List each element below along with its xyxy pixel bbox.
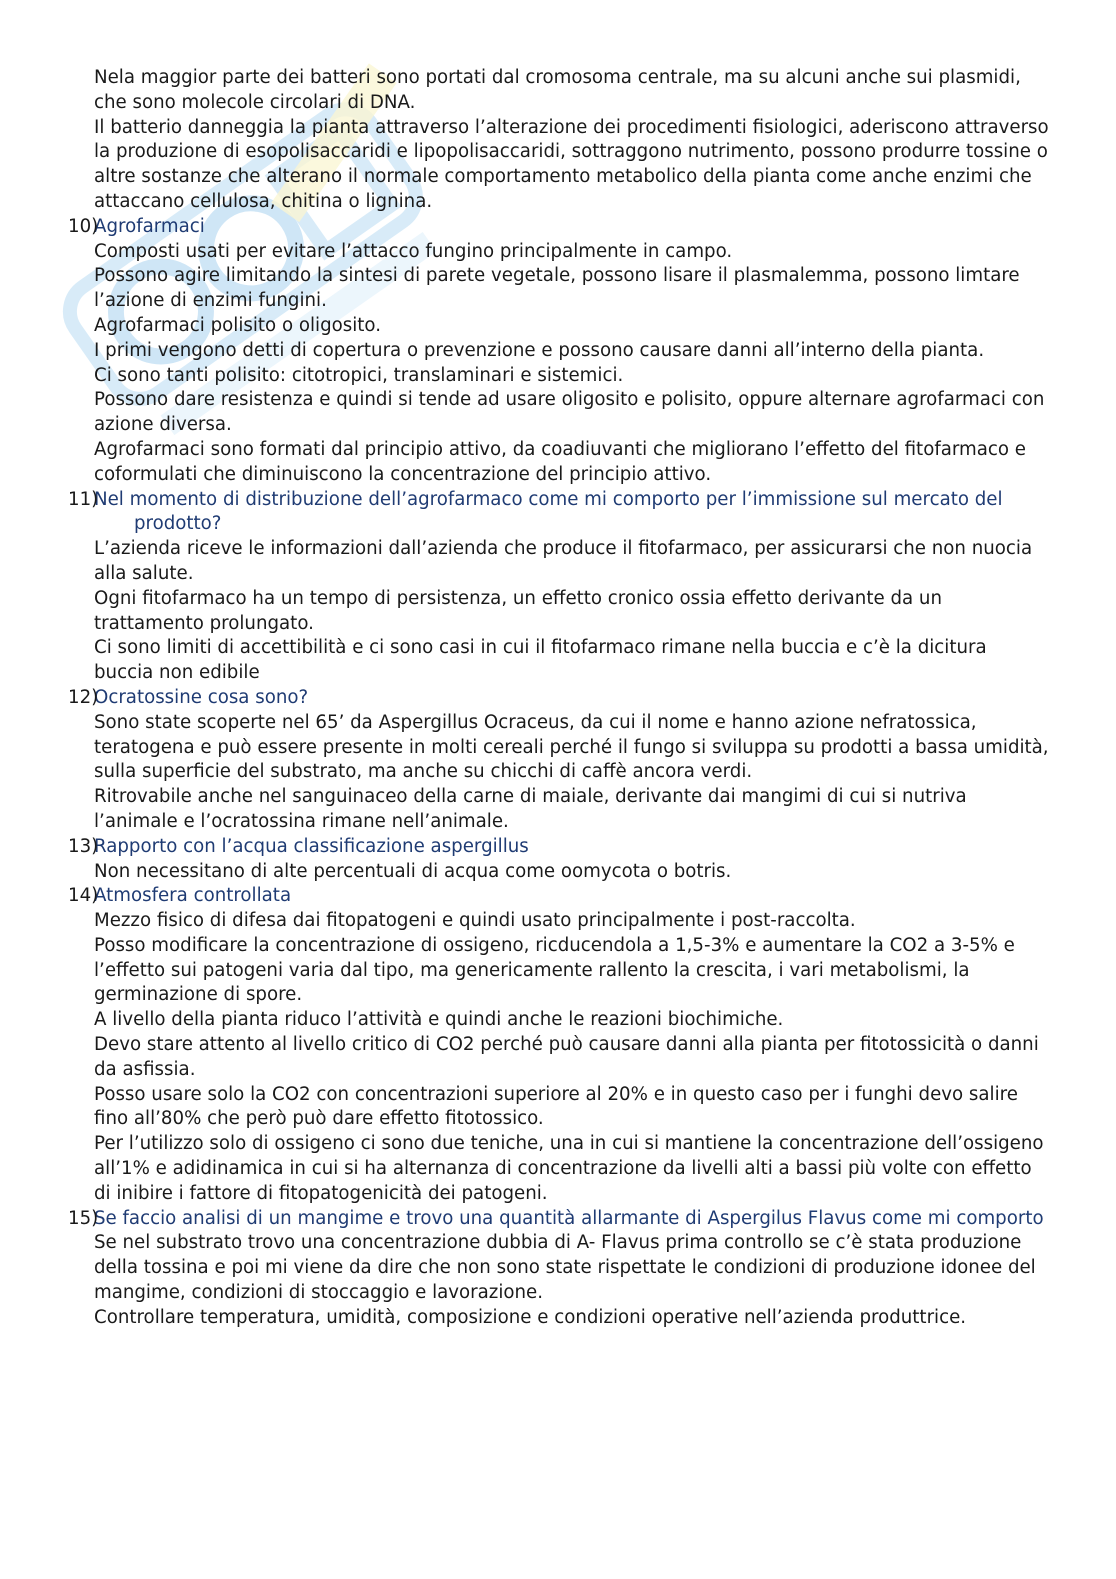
- question-heading: [0, 884, 1116, 909]
- question-title: Rapporto con l’acqua classificazione aspergillus: [94, 835, 529, 857]
- question-block: [0, 215, 1116, 488]
- answer-paragraph: Ritrovabile anche nel sanguinaceo della carne di maiale, derivante dai mangimi di cui si nutriva l’animale e l’ocratossina rimane nell’animale.: [94, 786, 967, 832]
- answer-paragraph: Posso modificare la concentrazione di ossigeno, ricducendola a 1,5-3% e aumentare la CO2 a 3-5% e l’effetto sui patogeni varia dal tipo, ma genericamente rallento la crescita, i vari metabolismi, la germinazione di spore.: [94, 934, 1015, 1006]
- answer-paragraph: Agrofarmaci polisito o oligosito.: [94, 314, 382, 336]
- answer-paragraph: Per l’utilizzo solo di ossigeno ci sono due teniche, una in cui si mantiene la concentrazione dell’ossigeno all’1% e adidinamica in cui si ha alternanza di concentrazione da livelli alti a bassi più volte con effetto di inibire i fattore di fitopatogenicità dei patogeni.: [94, 1133, 1044, 1204]
- question-block: [0, 686, 1116, 835]
- question-number: 10): [68, 215, 99, 237]
- question-title: Ocratossine cosa sono?: [94, 686, 309, 708]
- answer-paragraph: Mezzo fisico di difesa dai fitopatogeni e quindi usato principalmente i post-raccolta.: [94, 910, 856, 932]
- answer-paragraph: Possono agire limitando la sintesi di parete vegetale, possono lisare il plasmalemma, possono limtare l’azione di enzimi fungini.: [94, 265, 1020, 312]
- question-title: Se faccio analisi di un mangime e trovo una quantità allarmante di Aspergilus Flavus come mi comporto: [94, 1207, 1044, 1229]
- answer-paragraph: Posso usare solo la CO2 con concentrazioni superiore al 20% e in questo caso per i funghi devo salire fino all’80% che però può dare effetto fitotossico.: [94, 1083, 1018, 1130]
- question-number: 11): [68, 488, 99, 510]
- question-number: 15): [68, 1207, 99, 1229]
- intro-paragraph: Nela maggior parte dei batteri sono portati dal cromosoma centrale, ma su alcuni anche sui plasmidi, che sono molecole circolari di DNA.: [94, 67, 1021, 113]
- answer-paragraph: Controllare temperatura, umidità, composizione e condizioni operative nell’azienda produttrice.: [94, 1306, 967, 1328]
- answer-paragraph: Composti usati per evitare l’attacco fungino principalmente in campo.: [94, 240, 733, 262]
- question-heading: [0, 488, 1116, 538]
- answer-paragraph: Ogni fitofarmaco ha un tempo di persistenza, un effetto cronico ossia effetto derivante da un trattamento prolungato.: [94, 587, 942, 634]
- answer-paragraph: I primi vengono detti di copertura o prevenzione e possono causare danni all’interno della pianta.: [94, 339, 985, 361]
- answer-paragraph: Ci sono tanti polisito: citotropici, translaminari e sistemici.: [94, 364, 624, 386]
- question-heading: [0, 1207, 1116, 1232]
- intro-paragraph: Il batterio danneggia la pianta attraverso l’alterazione dei procedimenti fisiologici, aderiscono attraverso la produzione di esopolisaccaridi e lipopolisaccaridi, sottraggono nutrimento, possono produrre tossine o altre sostanze che alterano il normale comportamento metabolico della pianta come anche enzimi che attaccano cellulosa, chitina o lignina.: [94, 116, 1049, 212]
- question-heading: [0, 686, 1116, 711]
- question-block: [0, 488, 1116, 686]
- question-block: [0, 884, 1116, 1206]
- question-heading: [0, 215, 1116, 240]
- answer-paragraph: A livello della pianta riduco l’attività e quindi anche le reazioni biochimiche.: [94, 1009, 784, 1031]
- question-number: 13): [68, 835, 99, 857]
- answer-paragraph: Ci sono limiti di accettibilità e ci sono casi in cui il fitofarmaco rimane nella buccia e c’è la dicitura buccia non edibile: [94, 637, 987, 684]
- answer-paragraph: Non necessitano di alte percentuali di acqua come oomycota o botris.: [94, 860, 732, 882]
- answer-paragraph: Agrofarmaci sono formati dal principio attivo, da coadiuvanti che migliorano l’effetto del fitofarmaco e coformulati che diminuiscono la concentrazione del principio attivo.: [94, 438, 1026, 485]
- answer-paragraph: Sono state scoperte nel 65’ da Aspergillus Ocraceus, da cui il nome e hanno azione nefratossica, teratogena e può essere presente in molti cereali perché il fungo si sviluppa su prodotti a bassa umidità, sulla superficie del substrato, ma anche su chicchi di caffè ancora verdi.: [94, 711, 1049, 783]
- question-heading: [0, 835, 1116, 860]
- question-title: Atmosfera controllata: [94, 885, 292, 907]
- answer-paragraph: Devo stare attento al livello critico di CO2 perché può causare danni alla pianta per fitotossicità o danni da asfissia.: [94, 1034, 1039, 1080]
- question-block: [0, 835, 1116, 885]
- question-number: 14): [68, 885, 99, 907]
- intro-section: [0, 66, 1116, 215]
- question-block: [0, 1207, 1116, 1331]
- document-page: [0, 66, 1116, 1331]
- question-number: 12): [68, 686, 99, 708]
- answer-paragraph: L’azienda riceve le informazioni dall’azienda che produce il fitofarmaco, per assicurarsi che non nuocia alla salute.: [94, 538, 1033, 584]
- question-title: Nel momento di distribuzione dell’agrofarmaco come mi comporto per l’immissione sul mercato del prodotto?: [94, 488, 1003, 535]
- question-title: Agrofarmaci: [94, 215, 205, 237]
- question-list: [0, 215, 1116, 1331]
- answer-paragraph: Se nel substrato trovo una concentrazione dubbia di A- Flavus prima controllo se c’è stata produzione della tossina e poi mi viene da dire che non sono state rispettate le condizioni di produzione idonee del mangime, condizioni di stoccaggio e lavorazione.: [94, 1232, 1036, 1304]
- answer-paragraph: Possono dare resistenza e quindi si tende ad usare oligosito e polisito, oppure alternare agrofarmaci con azione diversa.: [94, 389, 1045, 436]
